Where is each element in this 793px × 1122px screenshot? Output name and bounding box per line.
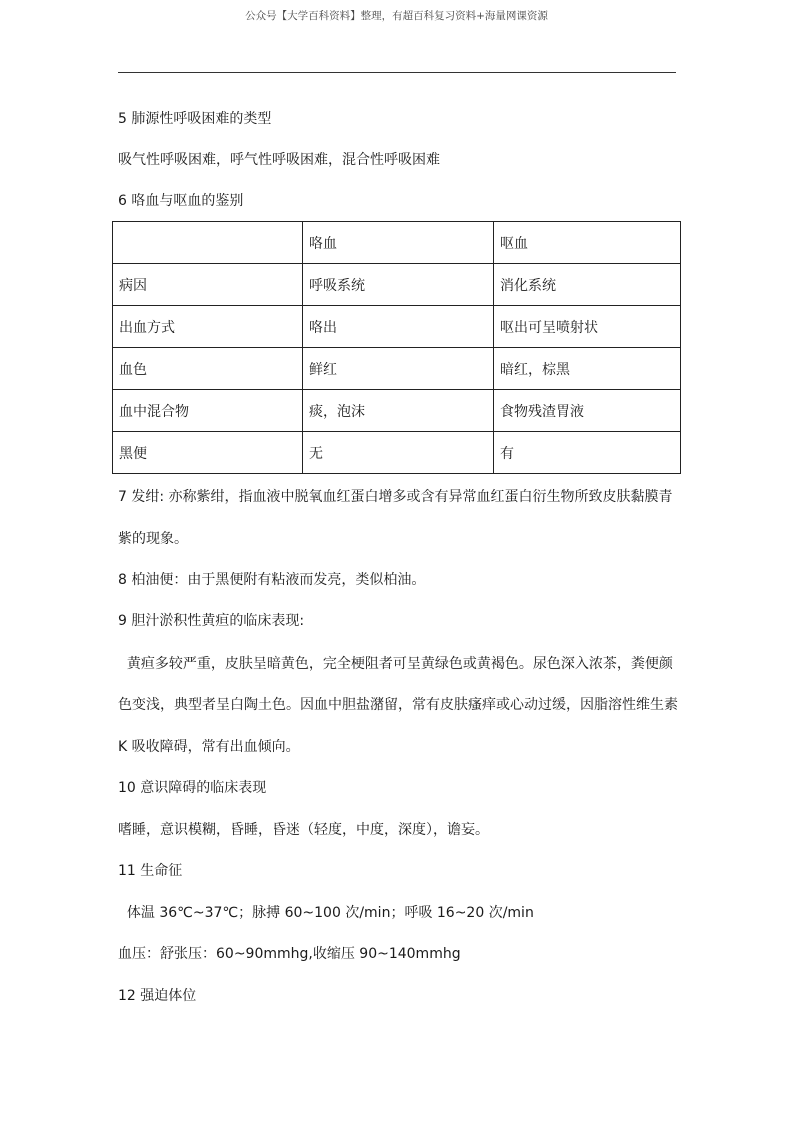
table-row [113,264,681,306]
section-7-line-1: 7 发绀: 亦称紫绀，指血液中脱氧血红蛋白增多或含有异常血红蛋白衍生物所致皮肤黏膜青 [118,489,673,505]
table-cell: 鲜红 [303,348,494,390]
table-header-cell: 呕血 [494,222,681,264]
table-cell: 黑便 [113,432,303,474]
section-8: 8 柏油便：由于黑便附有粘液而发亮，类似柏油。 [118,572,426,588]
table-row [113,348,681,390]
table-header-cell: 咯血 [303,222,494,264]
table-cell: 血中混合物 [113,390,303,432]
table-row [113,306,681,348]
section-12-title: 12 强迫体位 [118,988,197,1004]
table-header-cell [113,222,303,264]
table-row [113,390,681,432]
page-header: 公众号【大学百科资料】整理，有超百科复习资料+海量网课资源 [245,10,548,22]
table-cell: 有 [494,432,681,474]
table-cell: 病因 [113,264,303,306]
section-6-title: 6 咯血与呕血的鉴别 [118,193,244,209]
table-cell: 消化系统 [494,264,681,306]
section-7-line-2: 紫的现象。 [118,531,188,547]
table-cell: 呼吸系统 [303,264,494,306]
section-11-title: 11 生命征 [118,863,183,879]
section-9-title: 9 胆汁淤积性黄疸的临床表现: [118,613,305,629]
section-9-line-2: 色变浅，典型者呈白陶土色。因血中胆盐潴留，常有皮肤瘙痒或心动过缓，因脂溶性维生素 [118,697,678,713]
section-9-line-3: K 吸收障碍，常有出血倾向。 [118,739,300,755]
header-divider [118,72,676,73]
table-cell: 食物残渣胃液 [494,390,681,432]
table-cell: 呕出可呈喷射状 [494,306,681,348]
table-row [113,432,681,474]
table-cell: 暗红，棕黑 [494,348,681,390]
section-5-body: 吸气性呼吸困难，呼气性呼吸困难，混合性呼吸困难 [118,152,440,168]
table-cell: 血色 [113,348,303,390]
section-10-body: 嗜睡，意识模糊，昏睡，昏迷（轻度，中度，深度），谵妄。 [118,822,489,838]
section-10-title: 10 意识障碍的临床表现 [118,780,267,796]
table-cell: 出血方式 [113,306,303,348]
table-cell: 咯出 [303,306,494,348]
section-5-title: 5 肺源性呼吸困难的类型 [118,111,272,127]
hemoptysis-hematemesis-table [112,221,681,474]
table-header-row [113,222,681,264]
table-cell: 痰，泡沫 [303,390,494,432]
section-11-line-1: 体温 36℃~37℃；脉搏 60~100 次/min；呼吸 16~20 次/min [118,905,534,921]
table-cell: 无 [303,432,494,474]
section-11-line-2: 血压：舒张压：60~90mmhg,收缩压 90~140mmhg [118,946,461,962]
section-9-line-1: 黄疸多较严重，皮肤呈暗黄色，完全梗阻者可呈黄绿色或黄褐色。尿色深入浓茶，粪便颜 [118,656,673,672]
